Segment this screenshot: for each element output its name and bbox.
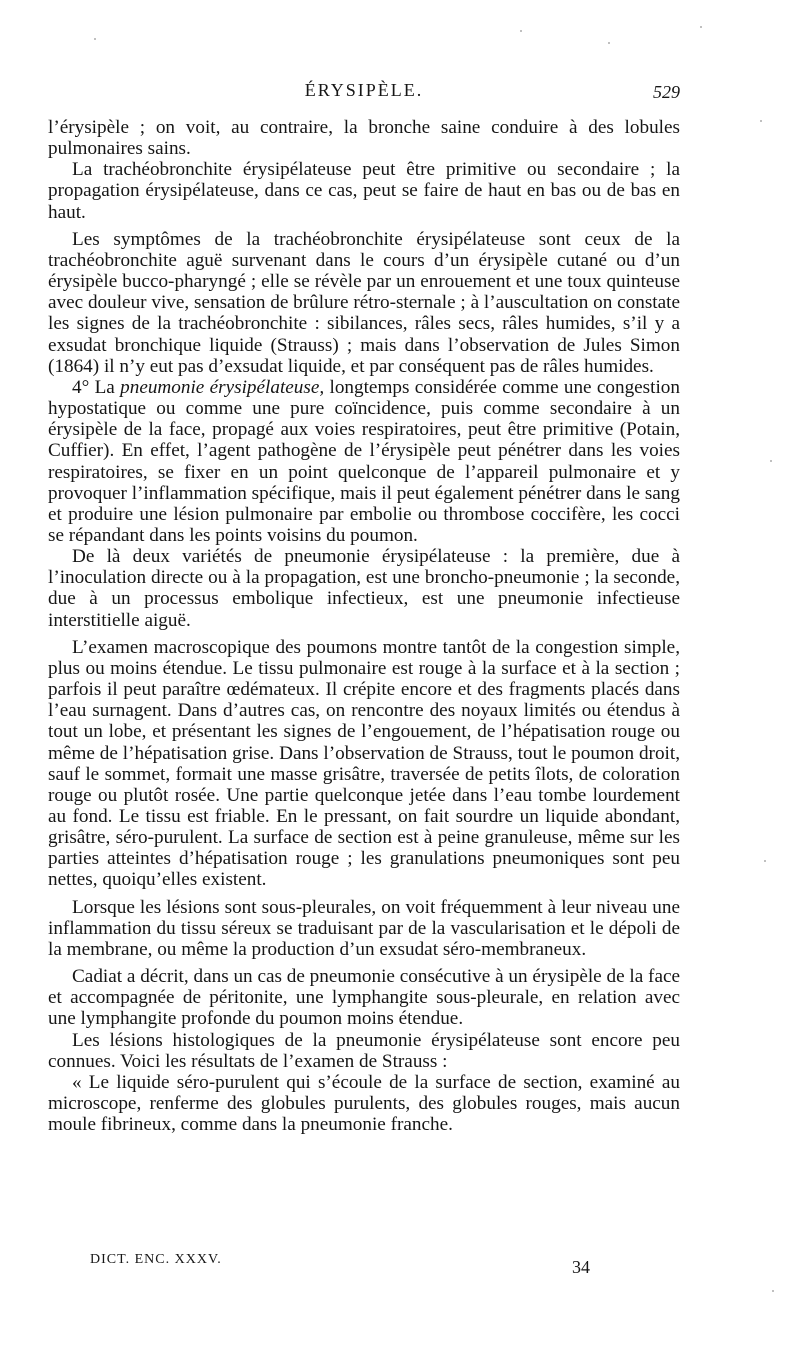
running-head bbox=[48, 78, 680, 106]
scan-speck bbox=[700, 26, 702, 28]
scan-speck bbox=[608, 42, 610, 44]
paragraph bbox=[48, 377, 680, 546]
paragraph: L’examen macroscopique des poumons montre tantôt de la congestion simple, plus ou moins étendue. Le tissu pulmonaire est rouge à la surface et à la section ; parfois il peut paraître œdémateux. Il crépite encore et des fragments placés dans l’eau surnagent. Dans d’autres cas, on rencontre des noyaux limités ou étendus à tout un lobe, et présentant les signes de l’engouement, de l’hépatisation rouge ou même de l’hépatisation grise. Dans l’observation de Strauss, tout le poumon droit, sauf le sommet, formait une masse grisâtre, traversée de petits îlots, de coloration rouge ou plutôt rosée. Une partie quelconque jetée dans l’eau tombe lourdement au fond. Le tissu est friable. En le pressant, on fait sourdre un liquide abondant, grisâtre, séro-purulent. La surface de section est à peine granuleuse, même sur les parties atteintes d’hépatisation rouge ; les granulations pneumoniques sont peu nettes, quoiqu’elles existent. bbox=[48, 636, 680, 891]
scan-speck bbox=[770, 460, 772, 462]
paragraph-lead: 4° La bbox=[72, 376, 121, 398]
paragraph: Cadiat a décrit, dans un cas de pneumonie consécutive à un érysipèle de la face et accompagnée de péritonite, une lymphangite sous-pleurale, en relation avec une lymphangite profonde du poumon moins étendue. bbox=[48, 966, 680, 1030]
sheet-number: 34 bbox=[572, 1257, 590, 1277]
scan-speck bbox=[772, 1290, 774, 1292]
paragraph-rest: longtemps considérée comme une congestion hypostatique ou comme une pure coïncidence, puis comme secondaire à un érysipèle de la face, propagé aux voies respiratoires, peut être primitive (Potain, Cuffier). En effet, l’agent pathogène de l’érysipèle peut pénétrer dans les voies respiratoires, se fixer en un point quelconque de l’appareil pulmonaire et y provoquer l’inflammation spécifique, mais il peut également pénétrer dans le sang et produire une lésion pulmonaire par embolie ou thrombose coccifère, les cocci se répandant dans les points voisins du poumon. bbox=[48, 376, 680, 546]
italic-term: pneumonie érysipélateuse, bbox=[120, 376, 325, 398]
page-number: 529 bbox=[653, 82, 680, 102]
printer-signature: DICT. ENC. XXXV. bbox=[90, 1252, 222, 1267]
paragraph: La trachéobronchite érysipélateuse peut être primitive ou secondaire ; la propagation érysipélateuse, dans ce cas, peut se faire de haut en bas ou de bas en haut. bbox=[48, 159, 680, 223]
scan-speck bbox=[760, 120, 762, 122]
running-title: ÉRYSIPÈLE. bbox=[304, 80, 424, 100]
body-text bbox=[48, 117, 680, 1135]
paragraph: Les symptômes de la trachéobronchite érysipélateuse sont ceux de la trachéobronchite aguë survenant dans le cours d’un érysipèle cutané ou d’un érysipèle bucco-pharyngé ; elle se révèle par un enrouement et une toux quinteuse avec douleur vive, sensation de brûlure rétro-sternale ; à l’auscultation on constate les signes de la trachéobronchite : sibilances, râles secs, râles humides, s’il y a exsudat bronchique liquide (Strauss) ; mais dans l’observation de Jules Simon (1864) il n’y eut pas d’exsudat liquide, et par conséquent pas de râles humides. bbox=[48, 228, 680, 377]
paragraph: « Le liquide séro-purulent qui s’écoule de la surface de section, examiné au microscope, renferme des globules purulents, des globules rouges, mais aucun moule fibrineux, comme dans la pneumonie franche. bbox=[48, 1071, 680, 1136]
paragraph: Les lésions histologiques de la pneumonie érysipélateuse sont encore peu connues. Voici les résultats de l’examen de Strauss : bbox=[48, 1029, 680, 1072]
scan-speck bbox=[94, 38, 96, 40]
scan-speck bbox=[520, 30, 522, 32]
paragraph: l’érysipèle ; on voit, au contraire, la bronche saine conduire à des lobules pulmonaires sains. bbox=[48, 117, 680, 160]
paragraph: De là deux variétés de pneumonie érysipélateuse : la première, due à l’inoculation directe ou à la propagation, est une broncho-pneumonie ; la seconde, due à un processus embolique infectieux, est une pneumonie infectieuse interstitielle aiguë. bbox=[48, 546, 680, 631]
paragraph: Lorsque les lésions sont sous-pleurales, on voit fréquemment à leur niveau une inflammation du tissu séreux se traduisant par de la vascularisation et le dépoli de la membrane, ou même la production d’un exsudat séro-membraneux. bbox=[48, 896, 680, 960]
scan-speck bbox=[764, 860, 766, 862]
